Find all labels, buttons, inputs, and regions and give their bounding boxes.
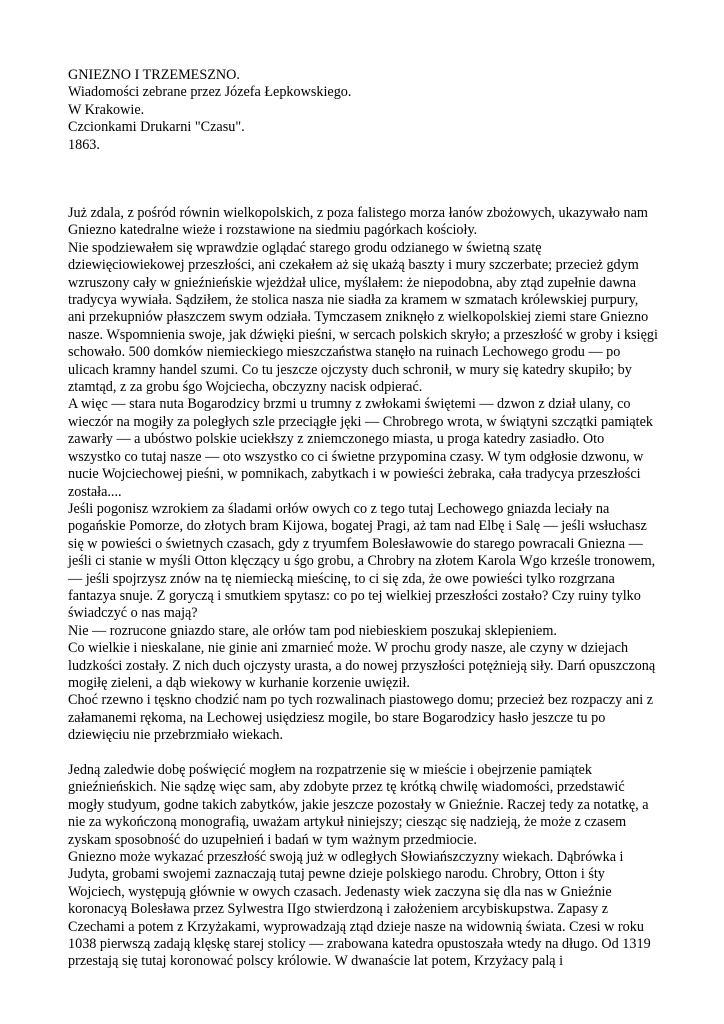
- paragraph: Nie spodziewałem się wprawdzie oglądać starego grodu odzianego w świetną szatę dziewięciowiekowej przeszłości, ani czekałem aż się ukażą baszty i mury szczerbate; przecież gdym wzruszony cały w gnieźnieńskie wjeżdżał ulice, myślałem: że niepodobna, aby ztąd zupełnie dawna tradycya wywiała. Sądziłem, że stolica nasza nie siadła za kramem w szmatach królewskiej purpury, ani przekupniów płaszczem swym odziała. Tymczasem zniknęło z wielkopolskiej ziemi stare Gniezno nasze. Wspomnienia swoje, jak dźwięki pieśni, w sercach polskich skryło; a przeszłość w groby i księgi schowało. 500 domków niemieckiego mieszczaństwa stanęło na ruinach Lechowego grodu — po ulicach kramny handel szumi. Co tu jeszcze ojczysty duch schronił, w mury się katedry skupiło; by ztamtąd, z za grobu śgo Wojciecha, obczyzny nacisk odpierać.: [68, 239, 658, 396]
- publication-place: W Krakowie.: [68, 101, 145, 118]
- paragraph: Gniezno może wykazać przeszłość swoją już w odległych Słowiańszczyzny wiekach. Dąbrówka i Judyta, grobami swojemi zaznaczają tutaj pewne dzieje polskiego narodu. Chrobry, Otton i śty Wojciech, występują głównie w owych czasach. Jedenasty wiek zaczyna się dla nas w Gnieźnie koronacyą Bolesława przez Sylwestra IIgo stwierdzoną i założeniem arcybiskupstwa. Zapasy z Czechami a potem z Krzyżakami, wyprowadzają ztąd dzieje nasze na widownią świata. Czesi w roku 1038 pierwszą zadają klęskę starej stolicy — zrabowana katedra opustoszała wtedy na długo. Od 1319 przestają się tutaj koronować polscy królowie. W dwanaście lat potem, Krzyżacy palą i: [68, 849, 651, 970]
- paragraph: Nie — rozrucone gniazdo stare, ale orłów tam pod niebieskiem poszukaj sklepieniem.: [68, 622, 557, 639]
- paragraph: Choć rzewno i tęskno chodzić nam po tych rozwalinach piastowego domu; przecież bez rozpaczy ani z załamanemi rękoma, na Lechowej usiędziesz mogile, bo stare Bogarodzicy hasło jeszcze tu po dziewięciu nie przebrzmiało wiekach.: [68, 692, 653, 744]
- paragraph: Jedną zaledwie dobę poświęcić mogłem na rozpatrzenie się w mieście i obejrzenie pamiątek gnieźnieńskich. Nie sądzę więc sam, aby zdobyte przez tę krótką chwilę wiadomości, przedstawić mogły studyum, godne takich zabytków, jakie jeszcze pozostały w Gnieźnie. Raczej tedy za notatkę, a nie za wykończoną monografią, uważam artykuł niniejszy; ciesząc się nadzieją, że może z czasem zyskam sposobność do uzupełnień i badań w tym ważnym przedmiocie.: [68, 761, 649, 848]
- paragraph: Już zdala, z pośród równin wielkopolskich, z poza falistego morza łanów zbożowych, ukazywało nam Gniezno katedralne wieże i rozstawione na siedmiu pagórkach kościoły.: [68, 205, 648, 239]
- body-text: [68, 205, 658, 971]
- publication-year: 1863.: [68, 136, 100, 153]
- paragraph: Co wielkie i nieskalane, nie ginie ani zmarnieć może. W prochu grody nasze, ale czyny w dziejach ludzkości zostały. Z nich duch ojczysty urasta, a do nowej przyszłości potężnieją siły. Darń opuszczoną mogiłę zieleni, a dąb wiekowy w kurhanie korzenie uwięził.: [68, 640, 656, 691]
- document-title: GNIEZNO I TRZEMESZNO.: [68, 67, 240, 83]
- document-subtitle: Wiadomości zebrane przez Józefa Łepkowskiego.: [68, 84, 352, 101]
- publisher: Czcionkami Drukarni "Czasu".: [68, 119, 245, 136]
- section-gap: [68, 745, 658, 762]
- paragraph: Jeśli pogonisz wzrokiem za śladami orłów owych co z tego tutaj Lechowego gniazda leciały na pogańskie Pomorze, do złotych bram Kijowa, bogatej Pragi, aż tam nad Elbę i Salę — jeśli wsłuchasz się w powieści o świetnych czasach, gdy z tryumfem Bolesławowie do starego powracali Gniezna — jeśli ci stanie w myśli Otton klęczący u śgo grobu, a Chrobry na złotem Karola Wgo krześle tronowem, — jeśli spojrzysz znów na tę niemiecką mieścinę, to ci się zda, że owe powieści tylko rozgrzana fantazya snuje. Z goryczą i smutkiem spytasz: co po tej wielkiej przeszłości zostało? Czy ruiny tylko świadczyć o nas mają?: [68, 500, 656, 622]
- paragraph: A więc — stara nuta Bogarodzicy brzmi u trumny z zwłokami świętemi — dzwon z dział ulany, co wieczór na mogiły za poległych szle przeciągłe jęki — Chrobrego wrota, w świątyni szczątki pamiątek zawarły — a ubóstwo polskie uciekłszy z zniemczonego miasta, u proga katedry zasiadło. Oto wszystko co tutaj nasze — oto wszystko co ci świetne przypomina czasy. W tym odgłosie dzwonu, w nucie Wojciechowej pieśni, w pomnikach, zabytkach i w powieści żebraka, cała tradycya przeszłości została....: [68, 396, 654, 500]
- title-block: [68, 67, 668, 154]
